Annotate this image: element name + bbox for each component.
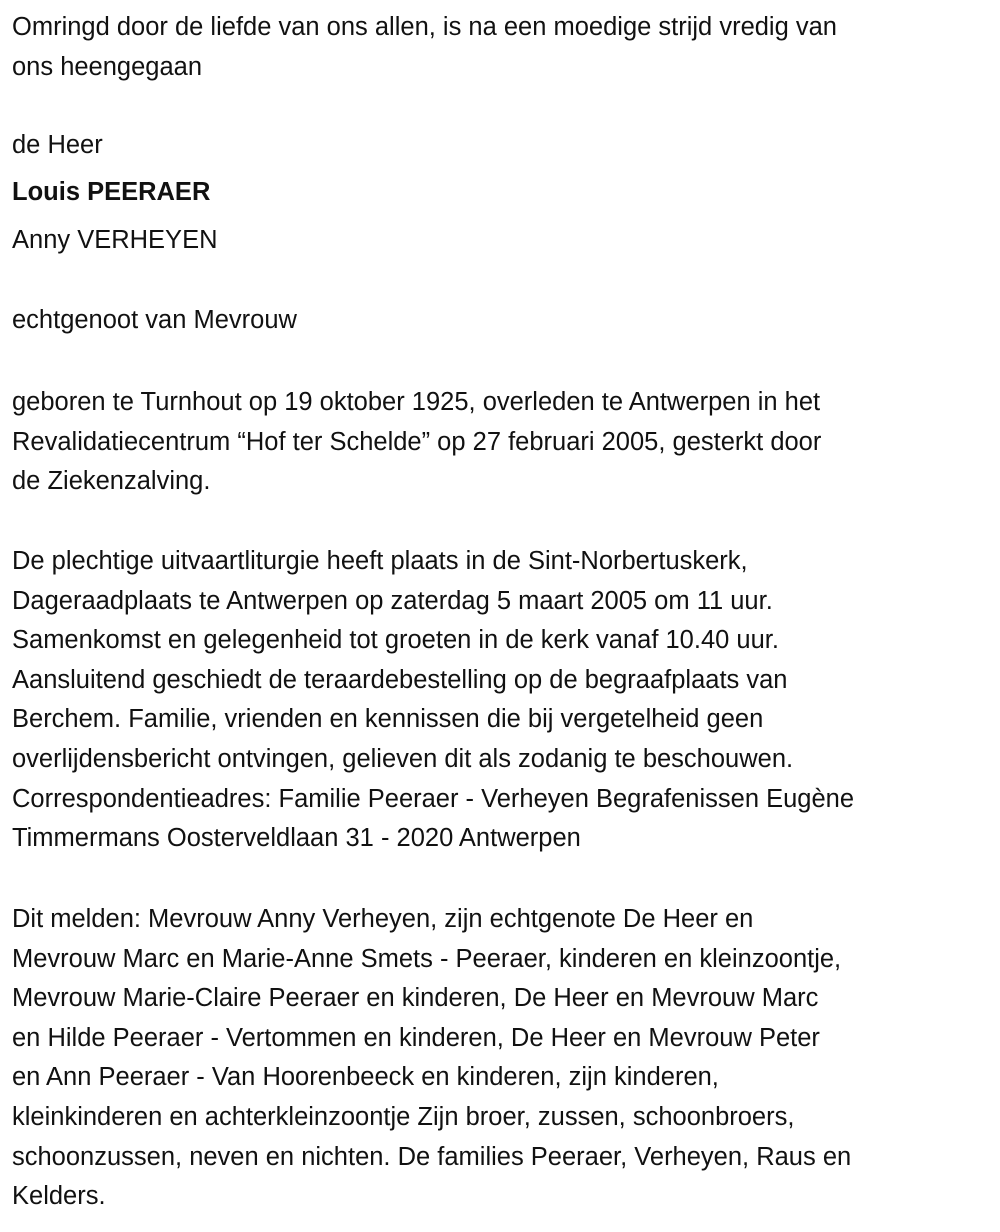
text-line: Timmermans Oosterveldlaan 31 - 2020 Antwerpen [12,824,581,853]
text-line: geboren te Turnhout op 19 oktober 1925, overleden te Antwerpen in het [12,388,821,416]
text-line: de Ziekenzalving. [12,467,211,496]
text-line: Mevrouw Marie-Claire Peeraer en kinderen, De Heer en Mevrouw Marc [12,984,819,1013]
text-line: overlijdensbericht ontvingen, gelieven dit als zodanig te beschouwen. [12,744,794,773]
funeral-paragraph [12,542,854,859]
deceased-name: Louis PEERAER [12,178,211,206]
relation-text: echtgenoot van Mevrouw [12,306,297,334]
text-line: Dit melden: Mevrouw Anny Verheyen, zijn echtgenote De Heer en [12,905,754,933]
honorific: de Heer [12,131,103,159]
text-line: schoonzussen, neven en nichten. De families Peeraer, Verheyen, Raus en [12,1142,852,1171]
birth-death-paragraph [12,383,821,502]
spouse-name: Anny VERHEYEN [12,226,218,254]
text-line: De plechtige uitvaartliturgie heeft plaats in de Sint-Norbertuskerk, [12,547,748,575]
text-line: Berchem. Familie, vrienden en kennissen die bij vergetelheid geen [12,705,764,734]
text-line: en Ann Peeraer - Van Hoorenbeeck en kinderen, zijn kinderen, [12,1063,719,1092]
text-line: ons heengegaan [12,52,203,81]
text-line: en Hilde Peeraer - Vertommen en kinderen, De Heer en Mevrouw Peter [12,1023,820,1052]
intro-paragraph [12,8,837,87]
text-line: Correspondentieadres: Familie Peeraer - Verheyen Begrafenissen Eugène [12,784,854,813]
text-line: Samenkomst en gelegenheid tot groeten in de kerk vanaf 10.40 uur. [12,626,779,655]
announcers-paragraph [12,900,851,1217]
text-line: Omringd door de liefde van ons allen, is na een moedige strijd vredig van [12,13,837,41]
text-line: Revalidatiecentrum “Hof ter Schelde” op 27 februari 2005, gesterkt door [12,427,822,456]
text-line: kleinkinderen en achterkleinzoontje Zijn broer, zussen, schoonbroers, [12,1102,795,1131]
text-line: Kelders. [12,1182,106,1211]
text-line: Mevrouw Marc en Marie-Anne Smets - Peeraer, kinderen en kleinzoontje, [12,944,842,973]
text-line: Aansluitend geschiedt de teraardebestelling op de begraafplaats van [12,665,788,694]
text-line: Dageraadplaats te Antwerpen op zaterdag 5 maart 2005 om 11 uur. [12,586,773,615]
